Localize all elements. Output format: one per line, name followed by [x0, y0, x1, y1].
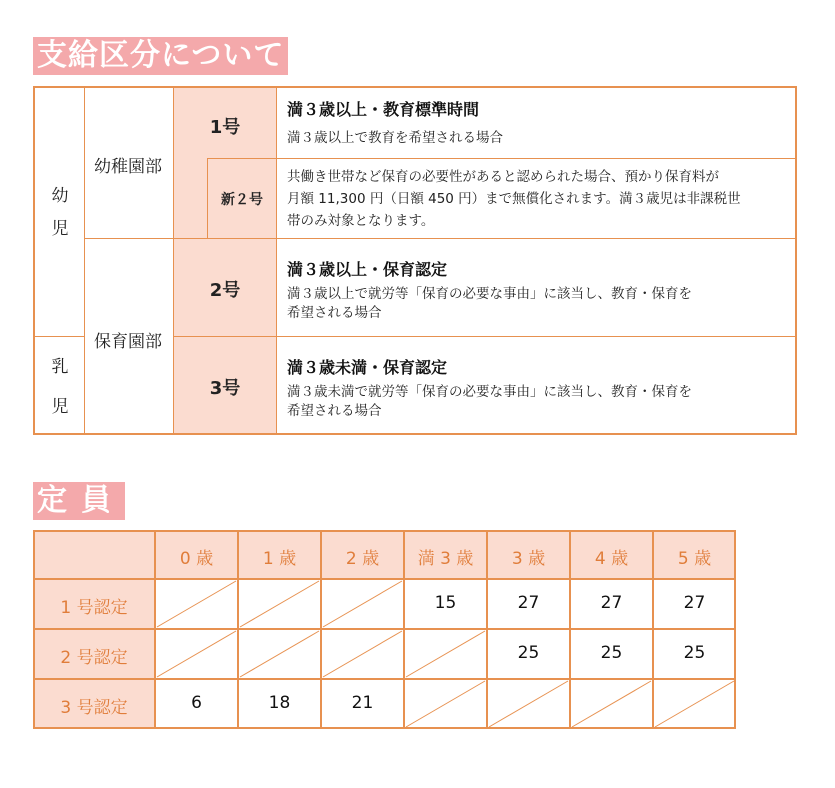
category-number: 1号: [209, 117, 241, 138]
not-applicable-slash: [321, 629, 404, 679]
category-number: 2号: [209, 280, 241, 301]
category-heading: 満３歳以上・保育認定: [287, 260, 448, 279]
slash-line: [489, 681, 568, 727]
category-description: 希望される場合: [287, 305, 382, 321]
category-description: 共働き世帯など保育の必要性があると認められた場合、預かり保育料が: [287, 169, 719, 185]
row-label: 1 号認定: [60, 598, 128, 618]
category-number: 新２号: [221, 192, 263, 208]
slash-line: [157, 581, 236, 627]
not-applicable-slash: [155, 629, 238, 679]
column-header: 満 3 歳: [417, 549, 474, 569]
column-header: 3 歳: [511, 549, 546, 569]
capacity-value: 6: [191, 693, 202, 713]
category-description: 月額 11,300 円（日額 450 円）まで無償化されます。満３歳児は非課税世: [287, 191, 741, 207]
facility-nursery: 保育園部: [94, 332, 162, 352]
category-description: 満３歳以上で就労等「保育の必要な事由」に該当し、教育・保育を: [287, 286, 692, 302]
capacity-value: 25: [683, 643, 706, 663]
category-description: 希望される場合: [287, 403, 382, 419]
column-header: 2 歳: [345, 549, 380, 569]
capacity-value: 27: [517, 593, 540, 613]
slash-line: [323, 581, 402, 627]
capacity-value: 18: [268, 693, 291, 713]
category-description: 満３歳以上で教育を希望される場合: [287, 130, 503, 146]
slash-line: [240, 631, 319, 677]
number-cell-1-spacer: [174, 159, 208, 238]
not-applicable-slash: [653, 679, 736, 729]
slash-line: [323, 631, 402, 677]
slash-line: [655, 681, 734, 727]
column-header: 5 歳: [677, 549, 712, 569]
slash-line: [157, 631, 236, 677]
age-group-char: 乳: [51, 357, 69, 377]
facility-kindergarten: 幼稚園部: [94, 157, 162, 177]
capacity-value: 27: [600, 593, 623, 613]
category-description: 帯のみ対象となります。: [287, 213, 435, 229]
not-applicable-slash: [570, 679, 653, 729]
capacity-value: 25: [517, 643, 540, 663]
section-title-capacity: 定員: [33, 482, 125, 520]
capacity-value: 25: [600, 643, 623, 663]
section-title-support-categories: 支給区分について: [33, 37, 288, 75]
slash-line: [406, 681, 485, 727]
not-applicable-slash: [404, 679, 487, 729]
slash-line: [240, 581, 319, 627]
column-header: 4 歳: [594, 549, 629, 569]
slash-line: [406, 631, 485, 677]
category-number: 3号: [209, 378, 241, 399]
age-group-char: 幼: [51, 186, 69, 206]
not-applicable-slash: [155, 579, 238, 629]
category-heading: 満３歳未満・保育認定: [287, 358, 448, 377]
not-applicable-slash: [238, 629, 321, 679]
not-applicable-slash: [238, 579, 321, 629]
category-heading: 満３歳以上・教育標準時間: [287, 100, 480, 119]
capacity-value: 21: [351, 693, 374, 713]
not-applicable-slash: [321, 579, 404, 629]
row-label: 2 号認定: [60, 648, 128, 668]
capacity-value: 27: [683, 593, 706, 613]
capacity-value: 15: [434, 593, 457, 613]
category-description: 満３歳未満で就労等「保育の必要な事由」に該当し、教育・保育を: [287, 384, 692, 400]
not-applicable-slash: [404, 629, 487, 679]
age-group-char: 児: [51, 219, 69, 239]
slash-line: [572, 681, 651, 727]
age-group-char: 児: [51, 397, 69, 417]
row-label: 3 号認定: [60, 698, 128, 718]
grid-line: [33, 530, 736, 532]
column-header: 1 歳: [262, 549, 297, 569]
not-applicable-slash: [487, 679, 570, 729]
column-header: 0 歳: [179, 549, 214, 569]
